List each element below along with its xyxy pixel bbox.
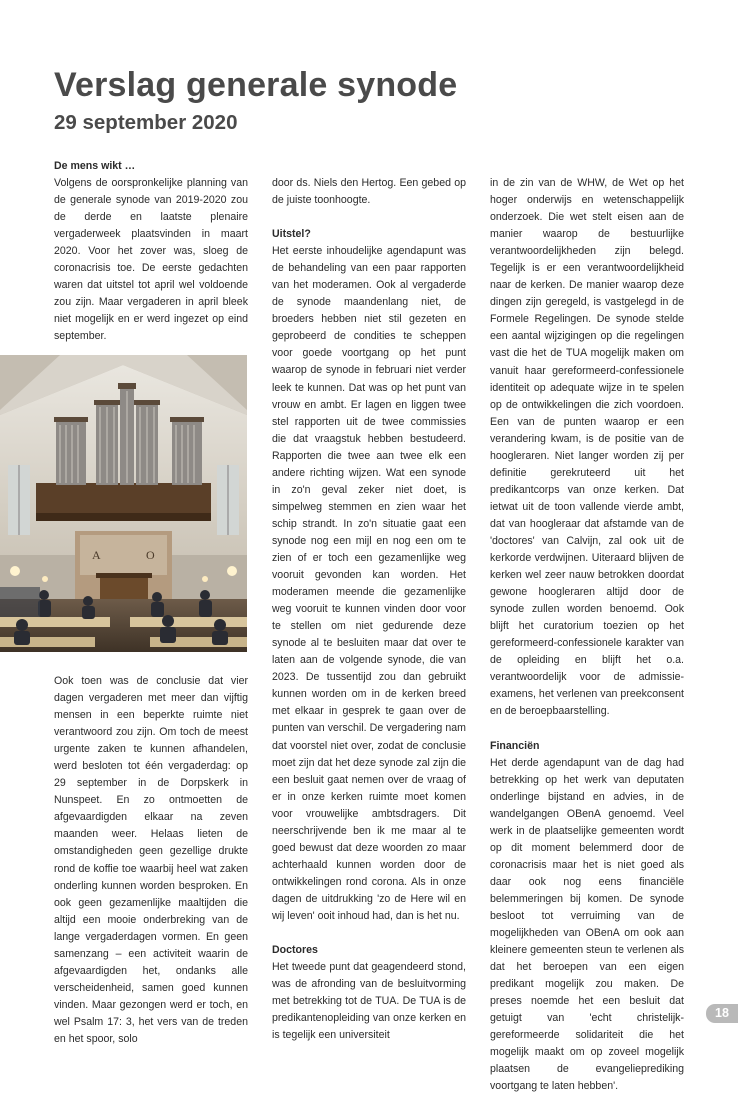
paragraph-doctores: Het tweede punt dat geagendeerd stond, was de afronding van de besluitvorming met betrekking tot de TUA. De TUA is de predikantenopleiding van onze kerken en is tegelijk een universiteit	[272, 961, 466, 1042]
inscription-omega: O	[146, 548, 155, 562]
paragraph-gebed: door ds. Niels den Hertog. Een gebed op de juiste toonhoogte.	[272, 177, 466, 207]
section-heading-financien: Financiën	[490, 739, 540, 752]
page-number-badge: 18	[706, 1004, 738, 1023]
paragraph-uitstel: Het eerste inhoudelijke agendapunt was de behandeling van een paar rapporten van het moderamen. Ook al vergaderde de synode maandenlang niet, de broeders hebben niet stil gezeten en geprobeerd de condities te scheppen voor goede voortgang op het punt waarop de synode in februari niet verder leek te kunnen. Dat was op het punt van vrouw en ambt. Er lagen en liggen twee stel rapporten uit de twee commissies die dat vraagstuk hebben bestudeerd. Rapporten die twee aan twee elk een andere richting wijzen. Wat een synode in zo'n geval zeker niet doet, is simpelweg stemmen en zien waar het schip strandt. In zo'n situatie gaat een synode nog een mijl en nog een om te zien of er toch een gezamenlijke weg vooruit gevonden kan worden. Het moderamen meende die gezamenlijke weg vooruit te kunnen vinden door voor te stellen om niet gedurende deze synode al te besluiten maar dat over te laten aan de volgende synode, die van 2023. De tussentijd zou dan gebruikt kunnen worden om in de kerken breed met elkaar in gesprek te gaan over de punten van verschil. De vergadering nam dat voorstel niet over, zodat de conclusie moet zijn dat het deze synode zal zijn die een besluit gaat nemen over de vraag of er in onze kerken ruimte moet komen voor vrouwelijke ambtsdragers. Dit neerschrijvende ben ik me maar al te goed bewust dat deze woorden zo maar achterhaald kunnen worden door de ontwikkelingen rond corona. Als in onze dagen de uitdrukking 'zo de Here wil en wij leven' ooit inhoud had, dan is het nu.	[272, 245, 466, 922]
inscription-alpha: A	[92, 548, 101, 562]
column-3	[490, 175, 684, 1095]
section-heading-doctores: Doctores	[272, 944, 318, 957]
article-date: 29 september 2020	[54, 111, 238, 134]
paragraph-vergaderdag: Ook toen was de conclusie dat vier dagen vergaderen met meer dan vijftig mensen in een beperkte ruimte niet verantwoord zou zijn. Om toch de meest urgente zaken te kunnen afhandelen, werd besloten tot één vergaderdag: op 29 september in de Dorpskerk in Nunspeet. En zo ontmoetten de afgevaardigden elkaar na zeven maanden weer. Helaas lieten de omstandigheden geen gezellige drukte rond de koffie toe waarbij heel wat zaken onderling kunnen worden besproken. En ook geen gezamenlijke maaltijden die altijd een mooie onderbreking van de lange vergaderdagen vormen. En geen samenzang – een activiteit waarin de afgevaardigden het, ondanks alle verscheidenheid, samen goed kunnen vinden. Maar gezongen werd er toch, en wel Psalm 17: 3, het vers van de treden en het spoor, solo	[54, 675, 248, 1045]
paragraph-tua: in de zin van de WHW, de Wet op het hoger onderwijs en wetenschappelijk onderzoek. Die wet stelt eisen aan de manier waarop de bestuurlijke verantwoordelijkheden zijn belegd. Tegelijk is er een verantwoordelijkheid naar de kerken. De manier waarop deze dingen zijn geregeld, is vastgelegd in de Formele Regelingen. De synode stelde een aantal wijzigingen op die regelingen vast die het de TUA mogelijk maken om vanuit haar gereformeerd-confessionele identiteit op adequate wijze in te spelen op de ontwikkelingen die zich voordoen. Een van de punten waarop er een verandering kwam, is de positie van de hoogleraren. Niet langer worden zij per definitie gerekruteerd uit het predikantcorps van onze kerken. Dat ietwat uit de toon vallende vierde ambt, dat van hoogleraar dat afstamde van de 'doctores' van Calvijn, zal ook uit de kerkorde verdwijnen. Uiteraard blijven de kerken wel zeer nauw betrokken doordat gewone hoogleraren altijd door de synode zullen worden benoemd. Ook blijft het curatorium toezien op het gereformeerd-confessionele karakter van de opleiding en blijft het o.a. verantwoordelijk voor de admissie-examens, het verlenen van preekconsent en de beroepbaarstelling.	[490, 177, 684, 718]
section-heading-uitstel: Uitstel?	[272, 228, 311, 241]
column-1-bottom	[54, 673, 248, 1048]
paragraph-intro: Volgens de oorspronkelijke planning van de generale synode van 2019-2020 zou de derde en laatste plenaire vergaderweek plaatsvinden in maart 2020. Voor het zover was, sloeg de coronacrisis toe. De eerste gedachten waren dat uitstel tot april wel voldoende zou zijn. Maar vergaderen in april bleek niet mogelijk en er werd ingezet op eind september.	[54, 177, 248, 343]
paragraph-financien: Het derde agendapunt van de dag had betrekking op het werk van deputaten onderlinge bijstand en advies, in de wandelgangen OBenA genoemd. Veel werk in de plaatselijke gemeenten wordt op dit moment belemmerd door de coronacrisis maar het is niet goed als daar ook nog eens financiële belemmeringen bij komen. De synode besloot tot verruiming van de mogelijkheden van OBenA om ook aan kleinere gemeenten steun te verlenen als dat het beroepen van een eigen predikant mogelijk zou maken. De preses noemde het een besluit dat getuigt van 'echt christelijk-gereformeerde solidariteit die het mogelijk maakt om op zoveel mogelijk plaatsen de evangelieprediking voortgang te laten hebben'.	[490, 756, 684, 1093]
article-title: Verslag generale synode	[54, 66, 458, 104]
section-heading-de-mens-wikt: De mens wikt …	[54, 160, 136, 172]
column-2	[272, 175, 466, 1044]
column-1-top	[54, 158, 248, 346]
church-interior-photo	[0, 355, 247, 652]
